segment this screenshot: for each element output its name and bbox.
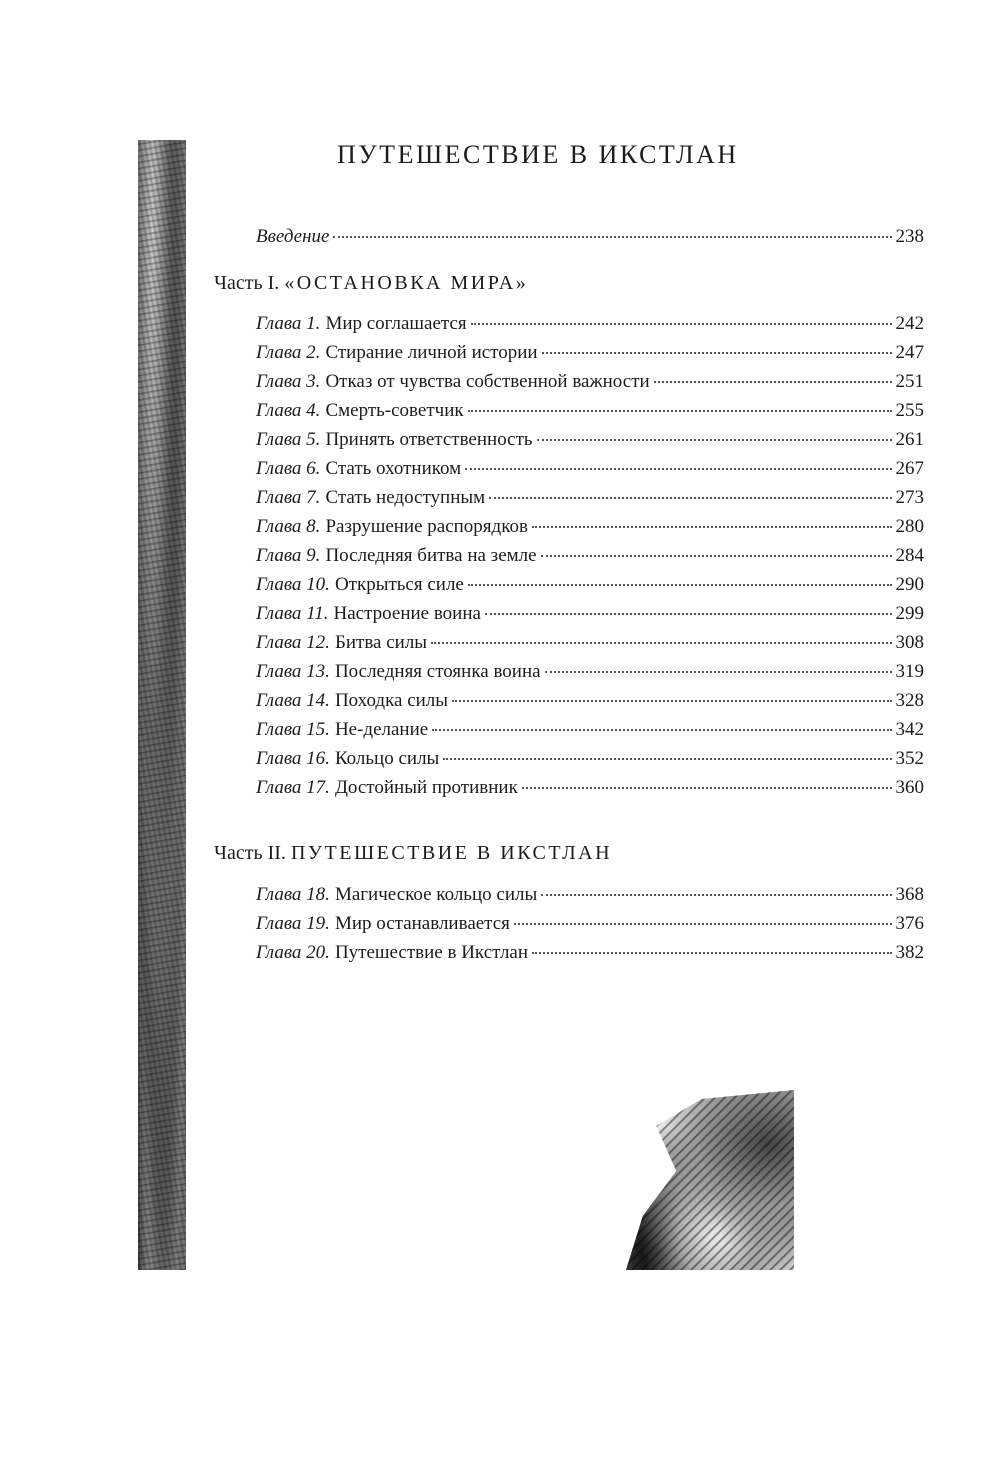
chapter-title: Открыться силе: [334, 574, 464, 595]
toc-entry-chapter[interactable]: [256, 458, 924, 484]
dot-leader: [468, 410, 892, 412]
part-title: ПУТЕШЕСТВИЕ В ИКСТЛАН: [290, 842, 613, 864]
dot-leader: [522, 787, 892, 789]
dot-leader: [532, 526, 892, 528]
chapter-title: Последняя стоянка воина: [334, 661, 541, 682]
chapter-label: Глава 19.: [256, 913, 330, 934]
chapter-title: Разрушение распорядков: [325, 516, 528, 537]
toc-entry-intro[interactable]: [256, 226, 924, 252]
toc-entry-chapter[interactable]: [256, 632, 924, 658]
chapter-label: Глава 9.: [256, 545, 321, 566]
chapter-label: Глава 15.: [256, 719, 330, 740]
toc-entry-chapter[interactable]: [256, 429, 924, 455]
part-1-heading: [214, 272, 528, 295]
page-number: 376: [895, 913, 924, 934]
dot-leader: [431, 642, 891, 644]
chapter-title: Настроение воина: [333, 603, 481, 624]
toc-entry-chapter[interactable]: [256, 913, 924, 939]
dot-leader: [541, 555, 892, 557]
dot-leader: [432, 729, 891, 731]
chapter-label: Глава 7.: [256, 487, 321, 508]
toc-entry-chapter[interactable]: [256, 400, 924, 426]
page-number: 352: [895, 748, 924, 769]
toc-entry-chapter[interactable]: [256, 748, 924, 774]
chapter-label: Глава 11.: [256, 603, 329, 624]
chapter-title: Стать недоступным: [325, 487, 486, 508]
page-number: 242: [895, 313, 924, 334]
toc-entry-chapter[interactable]: [256, 487, 924, 513]
dot-leader: [452, 700, 891, 702]
chapter-label: Глава 8.: [256, 516, 321, 537]
chapter-title: Не-делание: [334, 719, 429, 740]
toc-entry-chapter[interactable]: [256, 661, 924, 687]
page-number: 368: [895, 884, 924, 905]
chapter-title: Мир останавливается: [334, 913, 510, 934]
toc-entry-chapter[interactable]: [256, 342, 924, 368]
toc-entry-chapter[interactable]: [256, 603, 924, 629]
chapter-title: Отказ от чувства собственной важности: [325, 371, 650, 392]
chapter-title: Мир соглашается: [325, 313, 467, 334]
decorative-illustration-strip: [138, 140, 186, 1270]
chapter-label: Глава 2.: [256, 342, 321, 363]
dot-leader: [542, 352, 892, 354]
chapter-label: Глава 16.: [256, 748, 330, 769]
dot-leader: [537, 439, 892, 441]
page-number: 273: [895, 487, 924, 508]
chapter-title: Кольцо силы: [334, 748, 440, 769]
chapter-label: Глава 3.: [256, 371, 321, 392]
dot-leader: [471, 323, 892, 325]
dot-leader: [468, 584, 892, 586]
page-number: 284: [895, 545, 924, 566]
dot-leader: [514, 923, 892, 925]
dot-leader: [654, 381, 892, 383]
page-number: 319: [895, 661, 924, 682]
page-number: 308: [895, 632, 924, 653]
chapter-label: Глава 6.: [256, 458, 321, 479]
chapter-title: Последняя битва на земле: [325, 545, 537, 566]
dot-leader: [489, 497, 891, 499]
toc-entry-chapter[interactable]: [256, 690, 924, 716]
toc-entry-chapter[interactable]: [256, 545, 924, 571]
chapter-label: Глава 5.: [256, 429, 321, 450]
toc-entry-chapter[interactable]: [256, 884, 924, 910]
chapter-title: Достойный противник: [334, 777, 518, 798]
chapter-label: Глава 10.: [256, 574, 330, 595]
page-number: 299: [895, 603, 924, 624]
dot-leader: [541, 894, 891, 896]
chapter-label: Глава 12.: [256, 632, 330, 653]
chapter-label: Глава 4.: [256, 400, 321, 421]
chapter-title: Стирание личной истории: [325, 342, 538, 363]
dot-leader: [443, 758, 891, 760]
chapter-title: Путешествие в Икстлан: [334, 942, 529, 963]
toc-entry-chapter[interactable]: [256, 574, 924, 600]
page-number: 328: [895, 690, 924, 711]
book-title: ПУТЕШЕСТВИЕ В ИКСТЛАН: [337, 140, 739, 169]
page-number: 342: [895, 719, 924, 740]
part-prefix: Часть I.: [214, 272, 280, 294]
toc-entry-chapter[interactable]: [256, 516, 924, 542]
page-number: 251: [895, 371, 924, 392]
toc-entry-chapter[interactable]: [256, 313, 924, 339]
part-prefix: Часть II.: [214, 842, 286, 864]
chapter-title: Походка силы: [334, 690, 449, 711]
dot-leader: [545, 671, 892, 673]
page-number: 280: [895, 516, 924, 537]
page-number: 255: [895, 400, 924, 421]
chapter-title: Магическое кольцо силы: [334, 884, 538, 905]
page-number: 238: [895, 226, 924, 247]
toc-entry-chapter[interactable]: [256, 777, 924, 803]
page-number: 267: [895, 458, 924, 479]
toc-entry-chapter[interactable]: [256, 719, 924, 745]
page-number: 382: [895, 942, 924, 963]
chapter-label: Глава 17.: [256, 777, 330, 798]
chapter-label: Глава 18.: [256, 884, 330, 905]
toc-entry-chapter[interactable]: [256, 942, 924, 968]
decorative-corner-illustration: [626, 1090, 794, 1270]
page-number: 261: [895, 429, 924, 450]
chapter-label: Глава 1.: [256, 313, 321, 334]
toc-entry-chapter[interactable]: [256, 371, 924, 397]
part-title: «ОСТАНОВКА МИРА»: [284, 272, 529, 294]
chapter-label: Глава 13.: [256, 661, 330, 682]
part-2-heading: [214, 842, 612, 865]
intro-label: Введение: [256, 226, 330, 247]
dot-leader: [532, 952, 891, 954]
page-number: 290: [895, 574, 924, 595]
chapter-label: Глава 14.: [256, 690, 330, 711]
dot-leader: [465, 468, 891, 470]
chapter-title: Стать охотником: [325, 458, 462, 479]
page-number: 247: [895, 342, 924, 363]
chapter-title: Смерть-советчик: [325, 400, 464, 421]
page-number: 360: [895, 777, 924, 798]
dot-leader: [333, 236, 891, 238]
chapter-label: Глава 20.: [256, 942, 330, 963]
dot-leader: [485, 613, 892, 615]
chapter-title: Принять ответственность: [325, 429, 533, 450]
chapter-title: Битва силы: [334, 632, 428, 653]
